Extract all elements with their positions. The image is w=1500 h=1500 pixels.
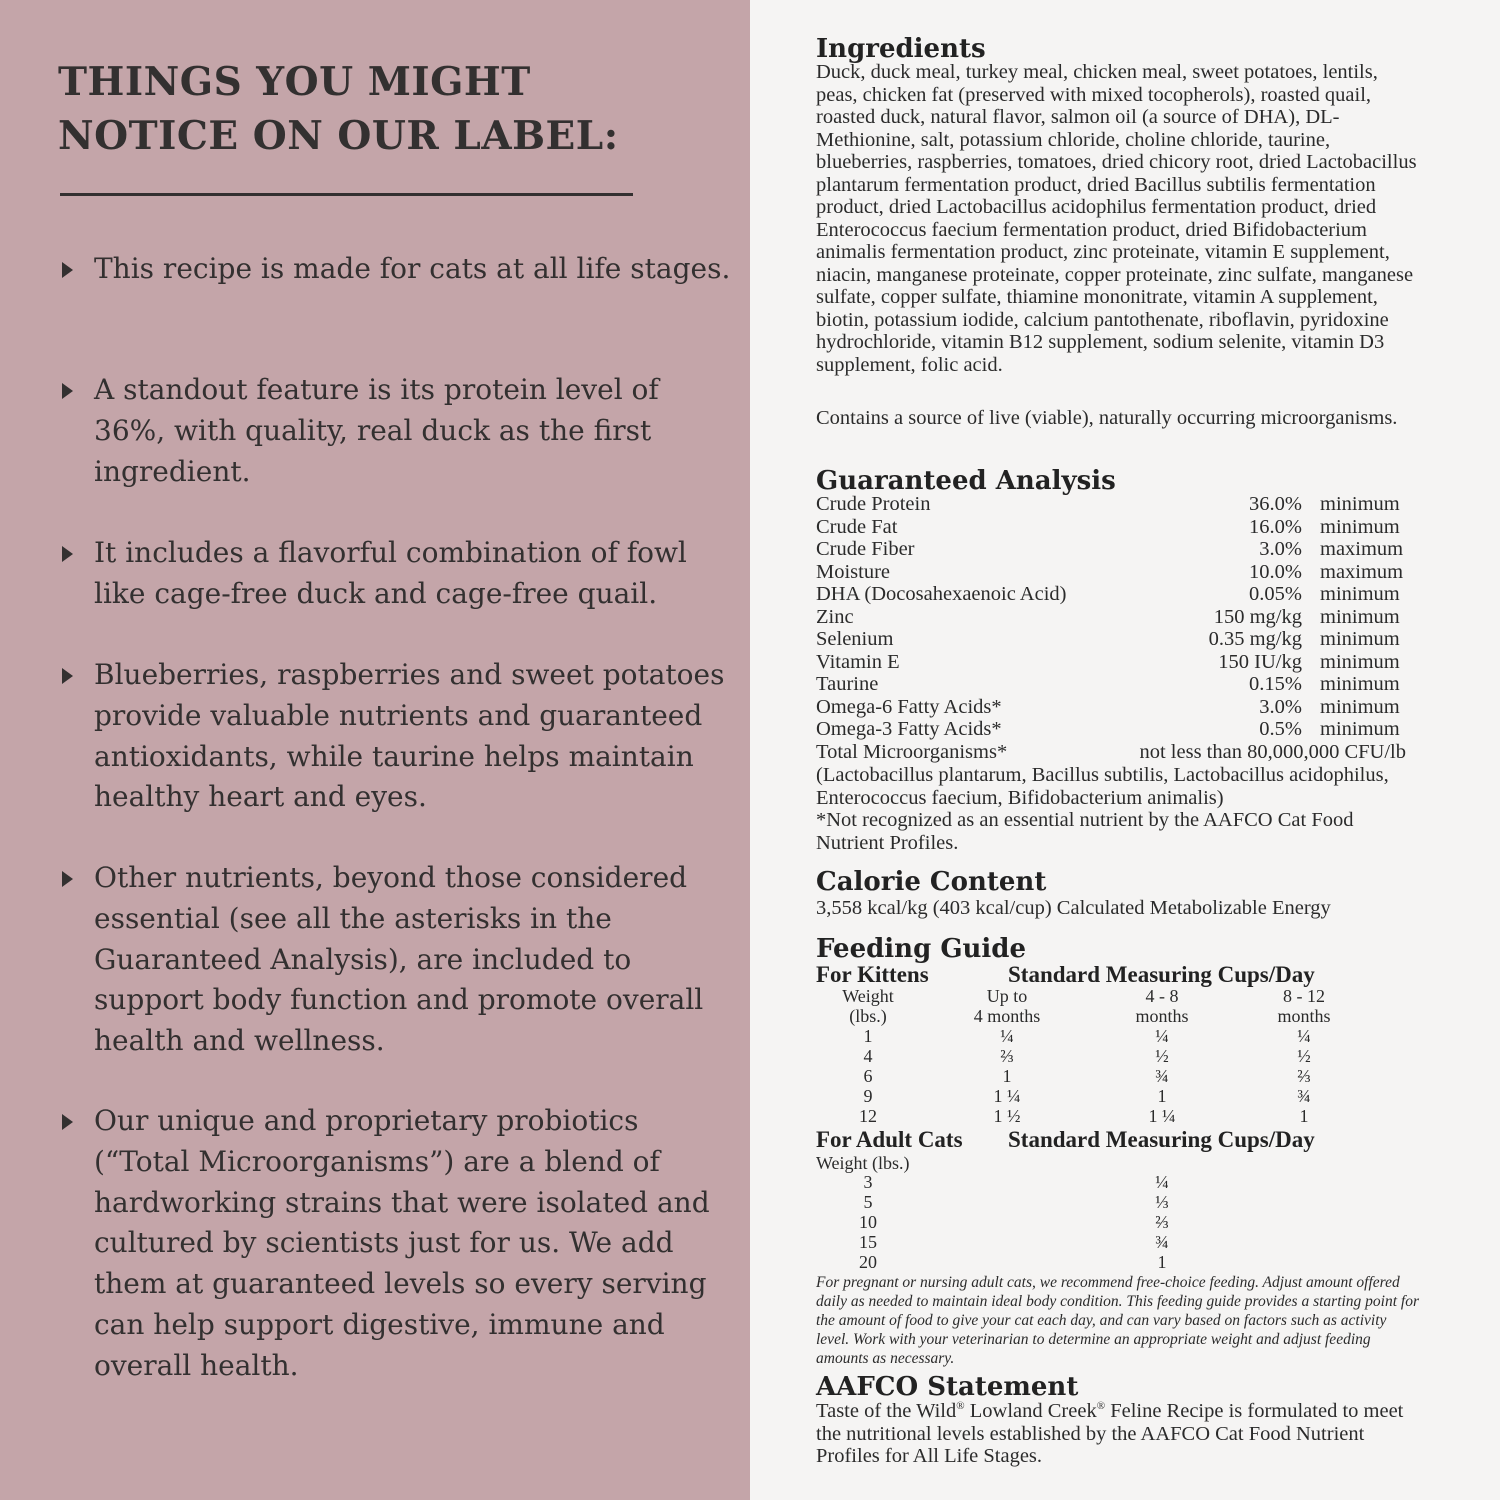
kitten-column-header: months (1277, 1006, 1331, 1026)
nutrient-qualifier: maximum (1320, 538, 1404, 560)
registered-mark: ® (1096, 1400, 1106, 1413)
nutrient-name: Taurine (816, 673, 879, 695)
bullet-item: It includes a flavorful combination of fowl like cage-free duck and cage-free quail. (94, 536, 687, 610)
nutrient-qualifier: minimum (1320, 673, 1400, 695)
kitten-table-cell: 1 (1299, 1106, 1309, 1126)
analysis-footnote: *Not recognized as an essential nutrient by the AAFCO Cat Food Nutrient Profiles. (816, 809, 1354, 854)
nutrient-qualifier: minimum (1320, 718, 1400, 740)
analysis-row (816, 516, 1406, 539)
analysis-row (816, 583, 1406, 606)
microorganism-strains: (Lactobacillus plantarum, Bacillus subtilis, Lactobacillus acidophilus, Enterococcus faecium, Bifidobacterium animalis) (816, 764, 1389, 809)
analysis-row (816, 718, 1406, 741)
kittens-label: For Kittens (816, 962, 929, 987)
adult-table-cell: 5 (863, 1192, 873, 1212)
kitten-table-cell: 1 ¼ (993, 1086, 1021, 1106)
bullet-item: Our unique and proprietary probiotics (“Total Microorganisms”) are a blend of hardworking strains that were isolated and cultured by scientists just for us. We add them at guaranteed levels so every serving can help support digestive, immune and overall health. (94, 1104, 710, 1382)
nutrient-value: 150 mg/kg (1213, 605, 1302, 628)
nutrient-value: 0.35 mg/kg (1208, 628, 1302, 650)
nutrient-qualifier: minimum (1320, 583, 1400, 605)
kitten-table-cell: 1 ½ (993, 1106, 1021, 1126)
nutrient-name: DHA (Docosahexaenoic Acid) (816, 583, 1067, 605)
nutrient-name: Moisture (816, 560, 891, 583)
analysis-row (816, 628, 1406, 651)
nutrient-value: not less than 80,000,000 CFU/lb (1139, 741, 1406, 763)
nutrient-qualifier: minimum (1320, 695, 1400, 718)
analysis-row (816, 696, 1406, 719)
bullet-arrow-icon (62, 668, 73, 684)
nutrient-qualifier: minimum (1320, 493, 1400, 515)
aafco-heading: AAFCO Statement (816, 1372, 1079, 1402)
kitten-table-cell: ⅔ (1000, 1046, 1014, 1066)
bullet-arrow-icon (62, 546, 73, 562)
analysis-row (816, 561, 1406, 584)
adults-label: For Adult Cats (816, 1127, 963, 1152)
title-line-2: NOTICE ON OUR LABEL: (58, 113, 619, 159)
nutrient-value: 0.5% (1259, 718, 1302, 740)
nutrient-name: Vitamin E (816, 650, 900, 673)
kitten-table-cell: ¼ (1155, 1026, 1169, 1046)
kitten-table-cell: ½ (1155, 1046, 1169, 1066)
nutrient-value: 3.0% (1259, 538, 1302, 560)
kitten-column-header: 8 - 12 (1283, 986, 1325, 1006)
feeding-heading: Feeding Guide (816, 934, 1027, 964)
kitten-column-header: Weight (842, 986, 894, 1006)
analysis-row (816, 538, 1406, 561)
kitten-table-cell: 4 (863, 1046, 873, 1066)
adult-table-cell: 10 (859, 1212, 877, 1232)
calorie-heading: Calorie Content (816, 867, 1047, 897)
nutrient-qualifier: minimum (1320, 605, 1400, 628)
analysis-row-microorganisms (816, 741, 1406, 764)
adult-table-cell: ⅔ (1155, 1212, 1169, 1232)
nutrient-qualifier: maximum (1320, 560, 1404, 583)
nutrient-value: 10.0% (1249, 560, 1302, 583)
nutrient-name: Crude Protein (816, 493, 931, 515)
kitten-column-header: months (1135, 1006, 1189, 1026)
feeding-note: For pregnant or nursing adult cats, we recommend free-choice feeding. Adjust amount offered daily as needed to maintain ideal body condition. This feeding guide provides a starting point for the amount of food to give your cat each day, and can vary based on factors such as activity level. Work with your veterinarian to determine an appropriate weight and adjust feeding amounts as necessary. (816, 1274, 1420, 1367)
nutrient-qualifier: minimum (1320, 515, 1400, 538)
kitten-table-cell: 1 (1002, 1066, 1012, 1086)
nutrient-value: 0.15% (1249, 673, 1302, 695)
kitten-table-cell: 1 ¼ (1148, 1106, 1176, 1126)
analysis-heading: Guaranteed Analysis (816, 466, 1116, 496)
bullet-item: This recipe is made for cats at all life stages. (94, 252, 731, 285)
nutrient-value: 36.0% (1249, 493, 1302, 515)
adult-table-cell: 1 (1157, 1252, 1167, 1272)
kitten-table-cell: ¼ (1297, 1026, 1311, 1046)
panel-title (58, 55, 698, 163)
kitten-table-cell: ¾ (1297, 1086, 1311, 1106)
bullet-arrow-icon (62, 383, 73, 399)
kitten-table-cell: 12 (859, 1106, 877, 1126)
nutrient-name: Crude Fiber (816, 538, 915, 560)
product-name: Lowland Creek (969, 1400, 1097, 1422)
adults-cups-label: Standard Measuring Cups/Day (1008, 1127, 1315, 1152)
kitten-column-header: 4 - 8 (1145, 986, 1179, 1006)
calorie-text: 3,558 kcal/kg (403 kcal/cup) Calculated Metabolizable Energy (816, 897, 1331, 919)
analysis-row (816, 606, 1406, 629)
adult-table-cell: ¾ (1155, 1232, 1169, 1252)
analysis-row (816, 493, 1406, 516)
title-divider (60, 193, 633, 196)
kitten-column-header: (lbs.) (849, 1006, 887, 1026)
adult-table-cell: ⅓ (1155, 1192, 1169, 1212)
kitten-table-cell: 1 (1157, 1086, 1167, 1106)
nutrient-name: Omega-3 Fatty Acids* (816, 718, 1002, 740)
adult-table-cell: 20 (859, 1252, 877, 1272)
adult-table-cell: 3 (863, 1172, 873, 1192)
bullet-arrow-icon (62, 1114, 73, 1130)
nutrient-name: Omega-6 Fatty Acids* (816, 695, 1002, 718)
nutrient-value: 16.0% (1249, 515, 1302, 538)
brand-name: Taste of the Wild (816, 1400, 957, 1422)
kitten-table-cell: 6 (863, 1066, 873, 1086)
bullet-item: A standout feature is its protein level of 36%, with quality, real duck as the first ingredient. (94, 373, 659, 488)
nutrient-value: 0.05% (1249, 583, 1302, 605)
kitten-table-cell: 1 (863, 1026, 873, 1046)
analysis-row (816, 673, 1406, 696)
nutrient-value: 150 IU/kg (1218, 650, 1302, 673)
registered-mark: ® (956, 1400, 965, 1413)
kitten-table-cell: ¼ (1000, 1026, 1014, 1046)
kitten-column-header: 4 months (973, 1006, 1041, 1026)
nutrient-value: 3.0% (1259, 695, 1302, 718)
bullet-item: Blueberries, raspberries and sweet potatoes provide valuable nutrients and guaranteed antioxidants, while taurine helps maintain healthy heart and eyes. (94, 658, 725, 814)
aafco-statement: Feline Recipe is formulated to meet the nutritional levels established by the AAFCO Cat Food Nutrient Profiles for All Life Stages. (816, 1400, 1404, 1467)
nutrient-name: Total Microorganisms* (816, 741, 1008, 763)
bullet-item: Other nutrients, beyond those considered essential (see all the asterisks in the Guaranteed Analysis), are included to support body function and promote overall health and wellness. (94, 861, 704, 1058)
ingredients-heading: Ingredients (816, 34, 986, 64)
nutrient-qualifier: minimum (1320, 650, 1400, 673)
adult-table-cell: 15 (859, 1232, 877, 1252)
kitten-table-cell: ¾ (1155, 1066, 1169, 1086)
bullet-arrow-icon (62, 871, 73, 887)
nutrient-name: Crude Fat (816, 515, 898, 538)
bullet-arrow-icon (62, 262, 73, 278)
kitten-table-cell: ⅔ (1297, 1066, 1311, 1086)
title-line-1: THINGS YOU MIGHT (58, 59, 531, 105)
kitten-column-header: Up to (986, 986, 1028, 1006)
aafco-text (816, 1400, 1406, 1468)
ingredients-text: Duck, duck meal, turkey meal, chicken meal, sweet potatoes, lentils, peas, chicken fat (preserved with mixed tocopherols), roasted quail, roasted duck, natural flavor, salmon oil (a source of DHA), DL-Methionine, salt, potassium chloride, choline chloride, taurine, blueberries, raspberries, tomatoes, dried chicory root, dried Lactobacillus plantarum fermentation product, dried Bacillus subtilis fermentation product, dried Lactobacillus acidophilus fermentation product, dried Enterococcus faecium fermentation product, dried Bifidobacterium animalis fermentation product, zinc proteinate, vitamin E supplement, niacin, manganese proteinate, copper proteinate, zinc sulfate, manganese sulfate, copper sulfate, thiamine mononitrate, vitamin A supplement, biotin, potassium iodide, calcium pantothenate, riboflavin, pyridoxine hydrochloride, vitamin B12 supplement, sodium selenite, vitamin D3 supplement, folic acid. (816, 61, 1417, 376)
live-microorganisms-note: Contains a source of live (viable), naturally occurring microorganisms. (816, 407, 1398, 429)
adult-table-cell: ¼ (1155, 1172, 1169, 1192)
analysis-row (816, 651, 1406, 674)
adult-weight-header: Weight (lbs.) (816, 1153, 910, 1173)
kittens-cups-label: Standard Measuring Cups/Day (1008, 962, 1315, 987)
nutrient-qualifier: minimum (1320, 628, 1400, 650)
nutrient-name: Zinc (816, 605, 854, 628)
nutrient-name: Selenium (816, 628, 894, 650)
kitten-table-cell: ½ (1297, 1046, 1311, 1066)
kitten-table-cell: 9 (863, 1086, 873, 1106)
